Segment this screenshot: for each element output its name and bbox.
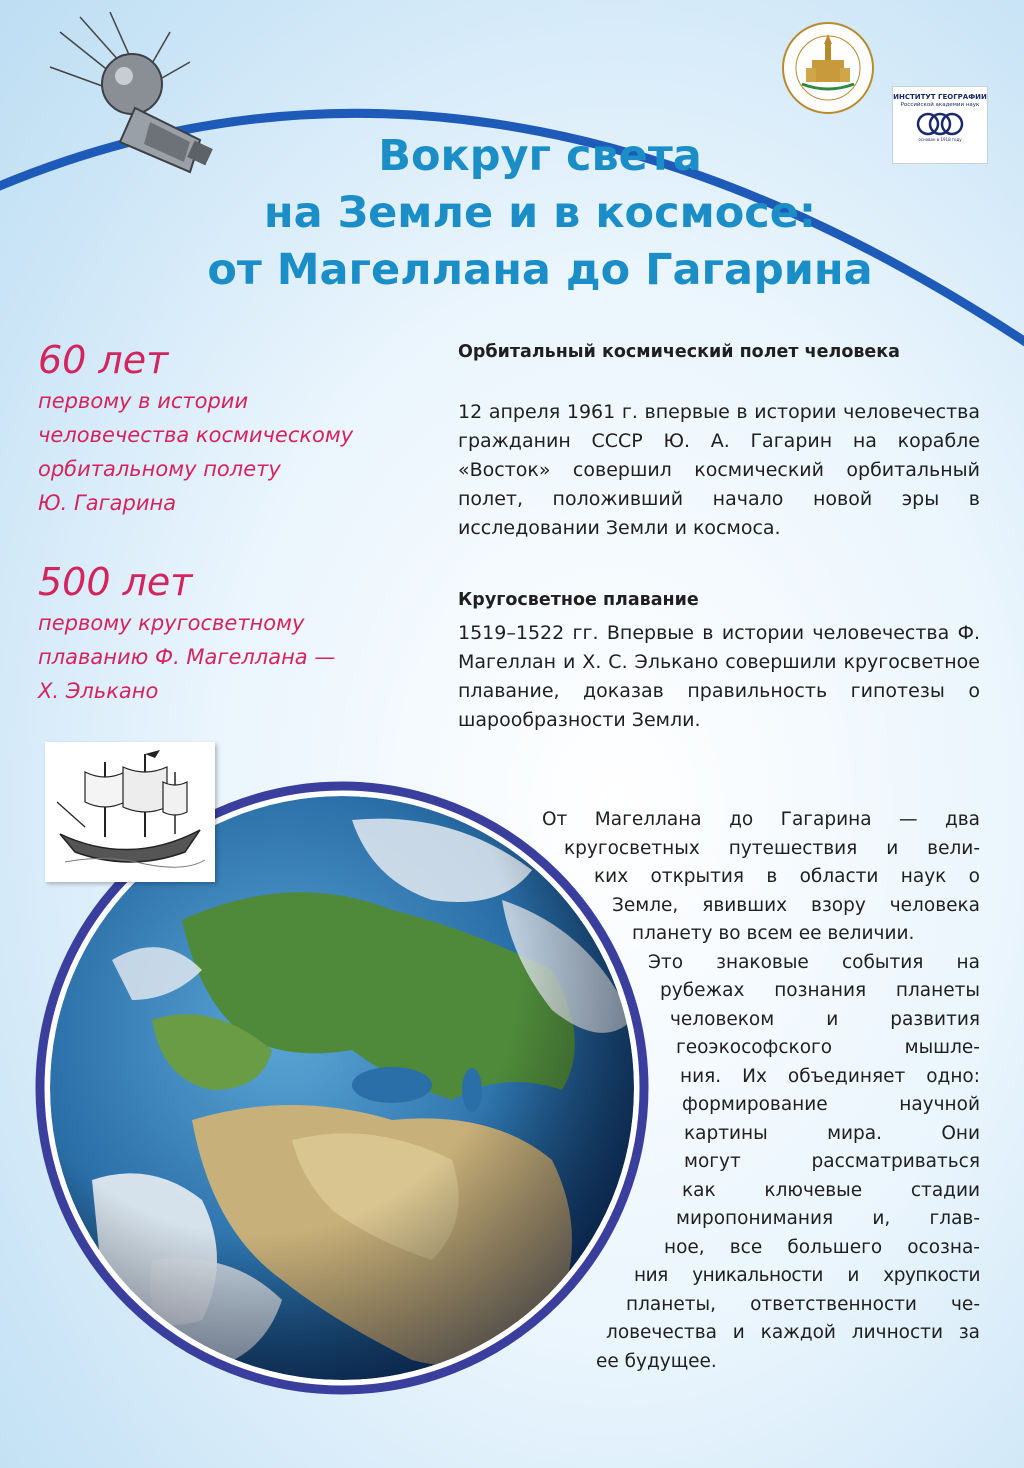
conclusion-line: От Магеллана до Гагарина — два [542,809,980,830]
conclusion-line: ния. Их объединяет одно: [680,1065,980,1087]
ship-engraving [45,742,215,882]
section-title-circumnavigation: Кругосветное плавание [458,590,699,610]
conclusion-line: ее будущее. [596,1350,717,1372]
title-line-2: на Земле и в космосе: [263,188,817,238]
conclusion-line: ния уникальности и хрупкости [634,1265,980,1286]
conclusion-line: Земле, явивших взору человека [612,894,980,916]
sailing-ship-image [45,742,215,882]
conclusion-line: планету во всем ее величии. [632,923,915,944]
conclusion-line: ное, все большего осозна- [664,1236,980,1258]
anniversary-years: 60 лет [38,338,169,382]
anniversary-line: орбитальному полету [38,457,281,481]
institute-founded: основан в 1918 году [918,137,962,142]
msu-museum-logo [780,20,876,116]
conclusion-line: геоэкософского мышле- [676,1037,980,1058]
anniversary-magellan [38,558,438,708]
anniversary-line: Ю. Гагарина [38,491,177,515]
conclusion-line: как ключевые стадии [682,1179,980,1201]
conclusion-line: формирование научной [682,1094,980,1115]
conclusion-line: миропонимания и, глав- [676,1208,980,1229]
section-body-circumnavigation: 1519–1522 гг. Впервые в истории человечества Ф. Магеллан и Х. С. Элькано совершили кругосветное плавание, доказав правильность гипотезы о шарообразности Земли. [458,622,980,731]
institute-academy: Российской академии наук [900,102,980,108]
conclusion-line: могут рассматриваться [684,1151,980,1172]
anniversary-line: плаванию Ф. Магеллана — [38,645,336,669]
conclusion-line: человеком и развития [670,1008,980,1030]
conclusion-line: рубежах познания планеты [660,980,980,1001]
anniversary-line: человечества космическому [38,423,354,447]
title-line-1: Вокруг света [378,131,702,181]
anniversary-line: первому в истории [38,389,249,413]
anniversary-line: первому кругосветному [38,611,305,635]
anniversary-years: 500 лет [38,560,193,604]
anniversary-gagarin [38,336,438,520]
conclusion-line: ловечества и каждой личности за [606,1322,980,1343]
conclusion-line: Это знаковые события на [648,951,980,973]
title-line-3: от Магеллана до Гагарина [207,245,873,295]
anniversary-line: Х. Элькано [38,679,159,703]
section-title-orbital-flight: Орбитальный космический полет человека [458,342,900,362]
poster-title [150,128,930,299]
conclusion-line: картины мира. Они [684,1122,980,1144]
conclusion-line: кругосветных путешествия и вели- [564,837,980,859]
conclusion-text [536,806,980,1376]
section-body-orbital-flight: 12 апреля 1961 г. впервые в истории человечества гражданин СССР Ю. А. Гагарин на корабле «Восток» совершил космический орбитальный полет, положивший начало новой эры в исследовании Земли и космоса. [458,401,980,539]
institute-name: ИНСТИТУТ ГЕОГРАФИИ [893,93,987,101]
conclusion-line: планеты, ответственности че- [626,1293,980,1315]
conclusion-line: ких открытия в области наук о [594,866,980,887]
